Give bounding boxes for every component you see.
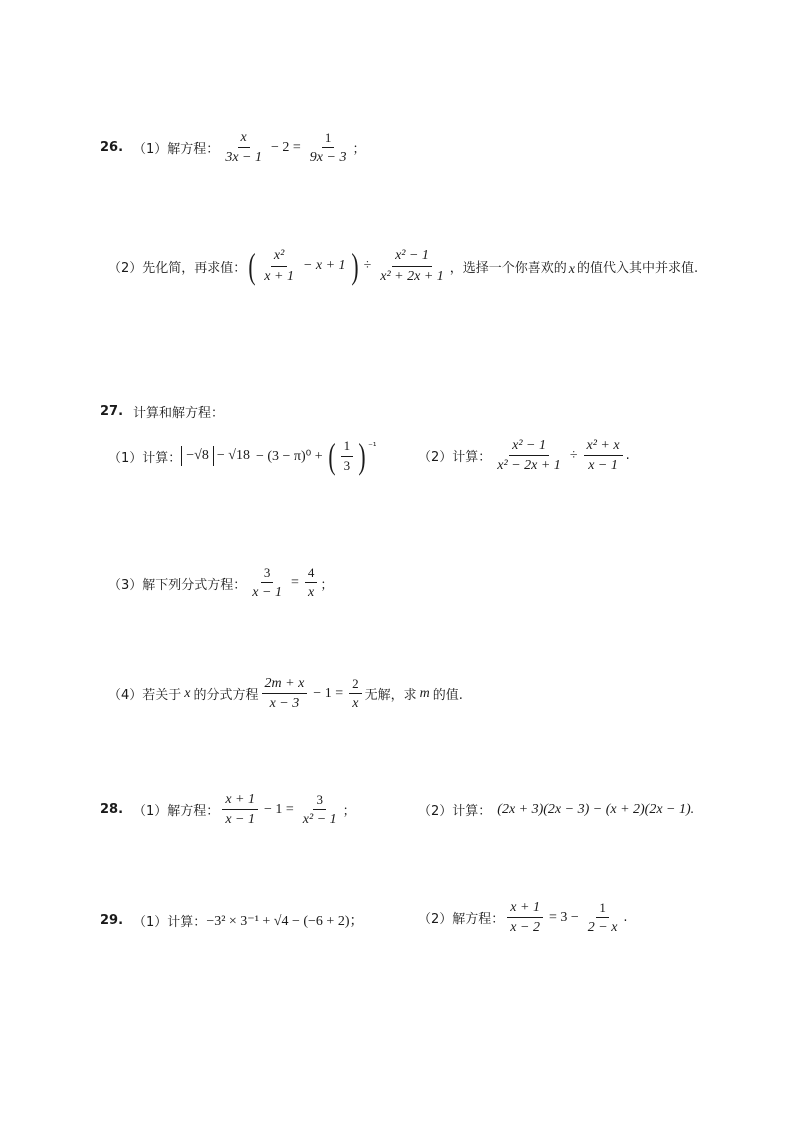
part-label: （3）解下列分式方程： (108, 577, 247, 593)
variable: x (184, 685, 191, 701)
text: 的分式方程 (193, 688, 259, 704)
q26-part1 (100, 130, 365, 166)
q27-part2 (418, 438, 630, 474)
fraction: $\frac{3}{x - 1}$ (252, 565, 282, 601)
fraction: $\frac{\text{x² + x}}{x - 1}$ (584, 438, 623, 474)
variable: x (568, 262, 576, 277)
operator: − 1 = (263, 801, 294, 817)
q29-part1 (100, 910, 363, 930)
fraction: $\frac{x + 1}{x - 1}$ (222, 792, 258, 828)
punctuation: . (625, 448, 630, 464)
fraction: $\frac{1}{9x - 3}$ (309, 129, 347, 165)
part-label: （4）若关于 (108, 688, 182, 704)
fraction: $\frac{2}{x}$ (349, 677, 362, 712)
operator: = (290, 575, 299, 591)
question-title: 计算和解方程： (133, 406, 225, 421)
question-number: 26. (100, 140, 124, 156)
expression: −3² × 3⁻¹ + √4 − (−6 + 2)； (206, 914, 364, 929)
punctuation: ； (352, 142, 366, 158)
fraction: $\frac{\text{x² − 1}}{\text{x² − 2x + 1}}$ (497, 438, 561, 474)
expression: − √18 (216, 448, 250, 463)
q28-part1 (100, 792, 356, 828)
operator: − 2 = (270, 139, 301, 155)
fraction: $\frac{x}{3x - 1}$ (225, 130, 262, 166)
fraction: $\frac{3}{\text{x² − 1}}$ (302, 791, 337, 827)
punctuation: ； (320, 577, 334, 593)
left-paren: ( (328, 436, 336, 476)
expression: − (3 − π)⁰ + (255, 448, 323, 464)
part-label: （2）计算： (418, 804, 492, 819)
fraction: $\frac{\text{x² − 1}}{\text{x² + 2x + 1}}$ (380, 248, 444, 284)
part-label: （2）解方程： (418, 912, 505, 928)
punctuation: . (623, 910, 628, 926)
text: 无解，求 (364, 688, 417, 704)
absolute-value: −√8 (181, 446, 214, 466)
punctuation: ； (342, 804, 356, 820)
fraction: $\frac{1}{3}$ (341, 439, 354, 473)
fraction: $\frac{x + 1}{x - 2}$ (507, 900, 543, 936)
part-label: （2）计算： (418, 450, 492, 466)
text: ，选择一个你喜欢的 (449, 260, 567, 276)
fraction: $\frac{\text{x²}}{x + 1}$ (264, 248, 294, 284)
exponent: ⁻¹ (368, 442, 377, 452)
question-number: 29. (100, 912, 124, 928)
q27-part3 (108, 566, 333, 601)
operator: = 3 − (548, 909, 579, 925)
q28-part2 (418, 800, 694, 819)
right-paren: ) (358, 436, 366, 476)
part-label: （1）计算： (108, 450, 182, 466)
q27-title (100, 402, 224, 421)
part-label: （1）解方程： (133, 804, 220, 820)
part-label: （2）先化简，再求值： (108, 260, 247, 276)
operator: − 1 = (313, 685, 344, 701)
fraction: $\frac{4}{x}$ (305, 566, 318, 601)
q27-part4 (108, 676, 463, 712)
operator: ÷ (569, 447, 578, 463)
operator: ÷ (363, 258, 372, 273)
expression: (2x + 3)(2x − 3) − (x + 2)(2x − 1). (497, 801, 695, 817)
q27-part1 (108, 438, 377, 474)
right-paren: ) (350, 246, 359, 286)
text: 的值. (432, 688, 463, 704)
q26-part2 (108, 248, 698, 284)
part-label: （1）计算： (133, 914, 207, 930)
question-number: 28. (100, 802, 124, 818)
q29-part2 (418, 900, 628, 936)
variable: m (419, 685, 430, 701)
part-label: （1）解方程： (133, 142, 220, 158)
fraction: $\frac{2m + x}{x - 3}$ (262, 676, 308, 712)
fraction: $\frac{1}{2 - x}$ (587, 899, 618, 935)
left-paren: ( (248, 246, 256, 286)
question-number: 27. (100, 404, 124, 419)
text: 的值代入其中并求值. (577, 260, 699, 276)
expression: − x + 1 (302, 258, 346, 273)
